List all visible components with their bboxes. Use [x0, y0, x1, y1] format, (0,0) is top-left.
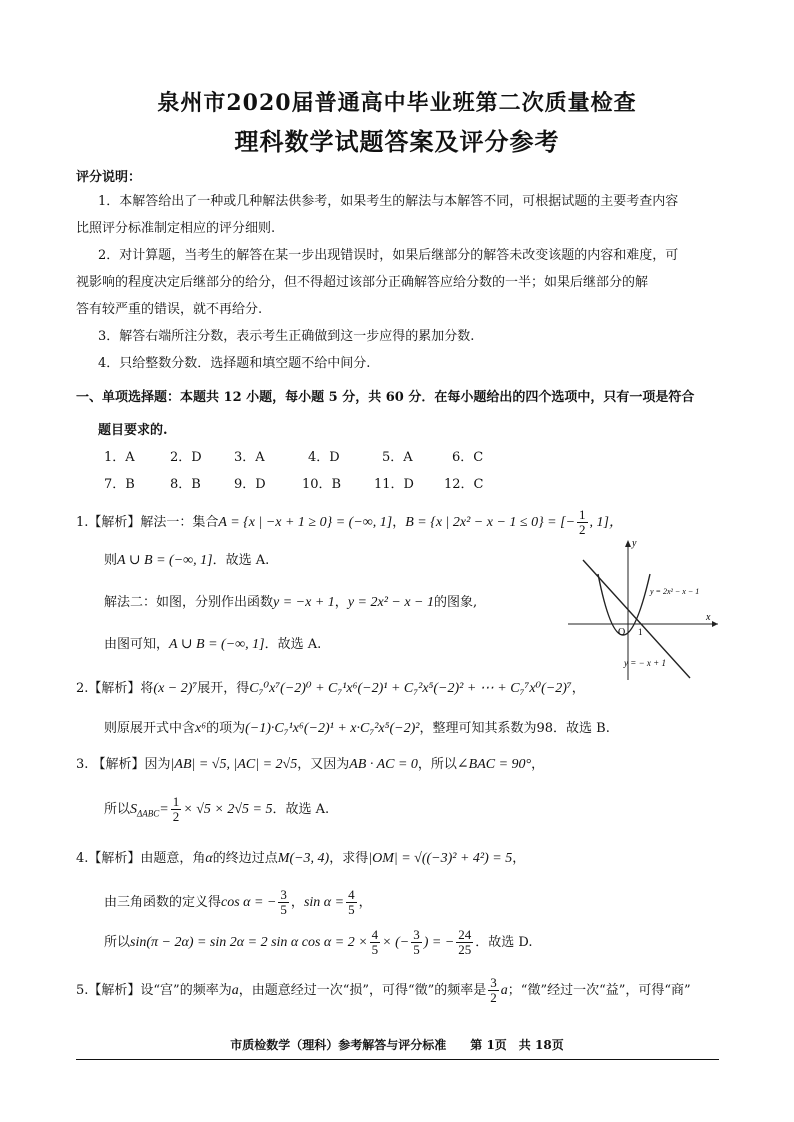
s1-set-b-post: , 1]，	[589, 515, 623, 530]
note-4: 4．只给整数分数．选择题和填空题不给中间分.	[98, 356, 371, 371]
solution-4-line-3: 所以sin(π − 2α) = sin 2α = 2 sin α cos α = 2 × $\frac{4}{5}$ × (− $\frac{3}{5}$ ) = − $\frac{24}{25}$ ．故选 D.	[104, 927, 533, 957]
note-2-line-3: 答有较严重的错误，就不再给分.	[76, 302, 263, 317]
solution-1-line-3: 解法二：如图，分别作出函数y = −x + 1，y = 2x² − x − 1的图象,	[104, 595, 478, 610]
answer-1: 1．A	[104, 450, 135, 465]
page-subtitle: 理科数学试题答案及评分参考	[234, 127, 560, 156]
x-axis-label: x	[706, 612, 711, 623]
tick-1-label: 1	[638, 627, 643, 637]
s1-set-b-pre: B = {x | 2x² − x − 1 ≤ 0} = [−	[405, 515, 576, 530]
y-axis-label: y	[632, 538, 637, 549]
solution-1-line-2: 则A ∪ B = (−∞, 1]．故选 A.	[104, 553, 270, 568]
solution-5-line-1: 5.【解析】设“宫”的频率为a，由题意经过一次“损”，可得“徵”的频率是 $\frac{3}{2}$ a；“徵”经过一次“益”，可得“商”	[76, 975, 691, 1005]
solution-4-line-2: 由三角函数的定义得cos α = − $\frac{3}{5}$ ，sin α = $\frac{4}{5}$ ，	[104, 887, 372, 917]
y-axis-arrow-icon	[625, 540, 631, 547]
x-axis-arrow-icon	[712, 621, 718, 627]
answer-4: 4．D	[308, 450, 340, 465]
answer-8: 8．B	[170, 477, 201, 492]
answer-5: 5．A	[382, 450, 413, 465]
answer-11: 11．D	[374, 477, 414, 492]
function-graph	[568, 538, 718, 680]
answer-7: 7．B	[104, 477, 135, 492]
answer-10: 10．B	[302, 477, 342, 492]
s1-set-a: A = {x | −x + 1 ≥ 0} = (−∞, 1]	[218, 515, 393, 530]
note-1-line-1: 1．本解答给出了一种或几种解法供参考，如果考生的解法与本解答不同，可根据试题的主要考查内容	[98, 194, 679, 209]
page-title: 泉州市2020届普通高中毕业班第二次质量检查	[157, 90, 637, 116]
answer-6: 6．C	[452, 450, 484, 465]
note-2-line-1: 2．对计算题，当考生的解答在某一步出现错误时，如果后继部分的解答未改变该题的内容和难度，可	[98, 248, 679, 263]
page-footer: 市质检数学（理科）参考解答与评分标准 第 1页 共 18页	[230, 1038, 564, 1052]
s1-half-fraction: $\frac{1}{2}$	[579, 507, 586, 537]
answer-12: 12．C	[444, 477, 484, 492]
answer-9: 9．D	[234, 477, 266, 492]
solution-2-line-1: 2.【解析】将(x − 2)⁷展开，得C₇⁰x⁷(−2)⁰ + C₇¹x⁶(−2)¹ + C₇²x⁵(−2)² + ⋯ + C₇⁷x⁰(−2)⁷，	[76, 681, 585, 696]
line-label: y = − x + 1	[624, 658, 666, 668]
answer-3: 3．A	[234, 450, 265, 465]
s3-half-fraction: $\frac{1}{2}$	[172, 794, 180, 824]
solution-2-line-2: 则原展开式中含x⁶的项为(−1)·C₇¹x⁶(−2)¹ + x·C₇²x⁵(−2)²，整理可知其系数为98．故选 B.	[104, 721, 610, 736]
solution-1-line-4: 由图可知，A ∪ B = (−∞, 1]．故选 A.	[104, 637, 322, 652]
notes-heading: 评分说明：	[76, 170, 142, 185]
s1-intro: 1.【解析】解法一：集合	[76, 515, 219, 530]
section1-heading-line-1: 一、单项选择题：本题共 12 小题，每小题 5 分，共 60 分．在每小题给出的四个选项中，只有一项是符合	[76, 390, 695, 405]
note-2-line-2: 视影响的程度决定后继部分的给分，但不得超过该部分正确解答应给分数的一半；如果后继部分的解	[76, 275, 649, 290]
note-3: 3．解答右端所注分数，表示考生正确做到这一步应得的累加分数.	[98, 329, 475, 344]
answer-2: 2．D	[170, 450, 202, 465]
section1-heading-line-2: 题目要求的.	[98, 423, 168, 438]
solution-4-line-1: 4.【解析】由题意，角α的终边过点M(−3, 4)，求得|OM| = √((−3)² + 4²) = 5，	[76, 851, 526, 866]
origin-label: O	[618, 627, 626, 638]
note-1-line-2: 比照评分标准制定相应的评分细则.	[76, 221, 276, 236]
solution-3-line-2: 所以$S_{\Delta ABC}=$ $\frac{1}{2}$ × √5 × 2√5 = 5．故选 A.	[104, 794, 330, 824]
s1-comma: ，	[392, 515, 406, 530]
solution-1-line-1	[76, 508, 623, 537]
solution-3-line-1: 3. 【解析】因为|AB| = √5, |AC| = 2√5，又因为AB · AC = 0，所以∠BAC = 90°，	[76, 757, 545, 772]
parabola-label: y = 2x² − x − 1	[650, 587, 700, 596]
footer-divider	[76, 1059, 719, 1060]
